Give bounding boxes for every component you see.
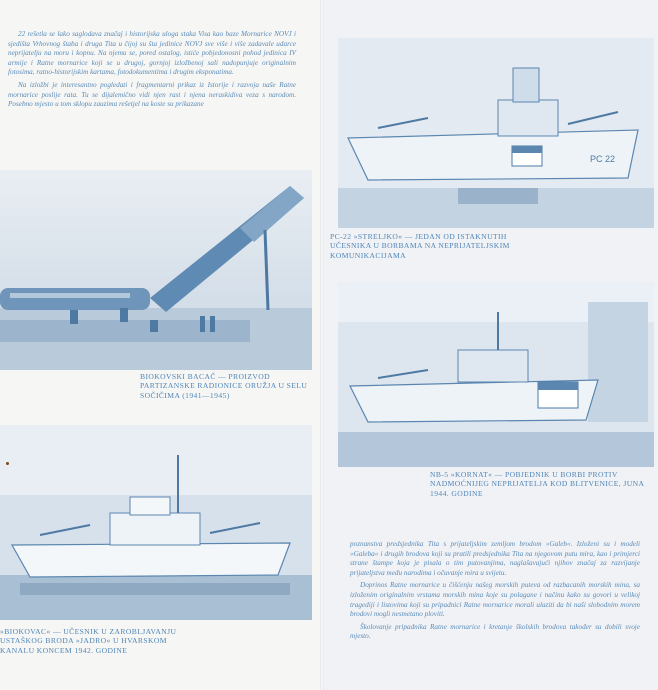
bottom-text (350, 540, 640, 645)
intro-paragraph: Na izložbi je interesantno pogledati i fragmentarni prikaz iz Istorije i razvoja naše Ratne mornarice poslije rata. Tu se dijalemično vidi njen rast i njena neraskidiva veza s narodom. Posebno mjesto u tom sklopu zauzima rešetjel na koste su prikazane (8, 80, 296, 109)
pc22-photo-image (338, 38, 654, 228)
photo-pc-22-streljko (338, 38, 654, 228)
hull-number: PC 22 (590, 154, 616, 164)
photo-nb-5-kornat (338, 282, 654, 467)
bottom-paragraph: poznanstva predsjednika Tita s prijateljskim zemljom brodom »Galeb«. Izloženi su i modeli »Galeba« i drugih brodova koji su pratili predsjednika Tita na njegovom putu mira, kao i primjerci strane štampe koja je pisala o tim putovanjima, naglašavajući njihov značaj za razvijanje prijateljstva među narodima i očuvanje mira u svijetu. (350, 540, 640, 577)
bottom-paragraph: Doprinos Ratne mornarice u čišćenju našeg morskih puteva od razbacanih morskih mina, sa izloženim originalnim vrstama morskih mina koje su polagane i načinu kako su govori u velikoj tragediji i listovima koji su pripadnici Ratne mornarice morali ulaziti da bi naši slobodnim morem brodovi mogli nesmetano ploviti. (350, 581, 640, 619)
biokovac-photo-image (0, 425, 312, 620)
kornat-photo-image (338, 282, 654, 467)
intro-paragraph: 22 rešetla se lako saglodava značaj i historijska uloga staka Visa kao baze Mornarice NOVJ i sjedišta Vrhovnog štaba i druga Tita u čijoj su šta jedinice NOVJ sve više i više zadavale udarce neprijatelju na moru i kopnu. Na njemu se, pored ostalog, istiće pobjedonosni pohod jedinica IV armije i Ratne mornarice koji se u drugoj, gornjoj izložbenoj sali nadopunjuje originalnim fotosima, ratno-historijskim kartama, fotodokumentima i drugim eksponatima. (8, 30, 296, 77)
page-fold (320, 0, 324, 690)
caption-biokovski-bacac: BIOKOVSKI BACAČ — PROIZVOD PARTIZANSKE RADIONICE ORUŽJA U SELU SOČIČIMA (1941—1945) (140, 372, 308, 400)
caption-biokovac: »BIOKOVAC« — UČESNIK U ZAROBLJAVANJU USTAŠKOG BRODA »JADRO« U HVARSKOM KANALU KONCEM 1942. GODINE (0, 627, 177, 655)
caption-pc-22: PC-22 »STRELJKO« — JEDAN OD ISTAKNUTIH UČESNIKA U BORBAMA NA NEPRIJATELJSKIM KOMUNIKACIJAMA (330, 232, 510, 260)
mortar-photo-image (0, 170, 312, 370)
caption-nb-5-kornat: NB-5 »KORNAT« — POBJEDNIK U BORBI PROTIV NADMOĆNIJEG NEPRIJATELJA KOD BLITVENICE, JUNA 1944. GODINE (430, 470, 644, 498)
photo-biokovski-bacac (0, 170, 312, 370)
photo-biokovac (0, 425, 312, 620)
bottom-paragraph: Školovanje pripadnika Ratne mornarice i kretanje školskih brodova također su dobili svoje mjesto. (350, 622, 640, 641)
page-speck (6, 462, 9, 465)
intro-text (8, 30, 296, 113)
